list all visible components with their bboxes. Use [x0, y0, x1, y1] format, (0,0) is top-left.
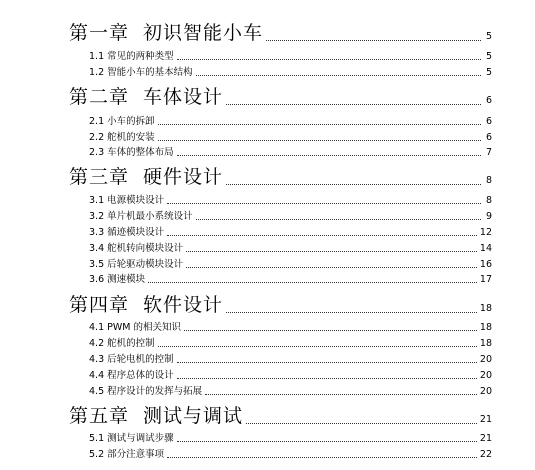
section-heading [89, 227, 164, 239]
page-number: 22 [479, 449, 492, 460]
page-number: 17 [479, 274, 492, 285]
page-number: 9 [485, 211, 492, 222]
page-number: 18 [479, 322, 492, 333]
dot-leader [196, 218, 481, 220]
page-number: 8 [485, 195, 492, 206]
dot-leader [177, 154, 481, 156]
section-heading [89, 274, 145, 286]
page-number: 8 [485, 175, 492, 186]
section-number: 4.1 [89, 322, 105, 333]
section-number: 2.1 [89, 116, 105, 127]
dot-leader [226, 103, 481, 105]
toc-section-3-4[interactable] [89, 241, 492, 255]
dot-leader [177, 440, 477, 442]
dot-leader [167, 456, 477, 458]
section-title: 单片机最小系统设计 [107, 211, 193, 222]
page-number: 20 [479, 354, 492, 365]
section-number: 5.2 [89, 449, 105, 460]
dot-leader [177, 377, 477, 379]
chapter-heading [69, 294, 223, 316]
page-number: 5 [485, 67, 492, 78]
chapter-heading [69, 22, 263, 44]
toc-section-3-3[interactable] [89, 225, 492, 239]
chapter-title: 车体设计 [143, 86, 224, 108]
section-title: 程序总体的设计 [107, 370, 174, 381]
section-heading [89, 116, 155, 128]
section-number: 2.2 [89, 132, 105, 143]
toc-section-4-5[interactable] [89, 384, 492, 398]
section-number: 5.1 [89, 433, 105, 444]
dot-leader [226, 311, 477, 313]
section-title: 舵机的控制 [107, 338, 155, 349]
toc-chapter-3[interactable] [69, 162, 492, 188]
section-title: 舵机的安装 [107, 132, 155, 143]
section-title: 测速模块 [107, 274, 146, 285]
page-number: 6 [485, 132, 492, 143]
dot-leader [148, 281, 477, 283]
section-heading [89, 449, 164, 461]
section-title: 舵机转向模块设计 [107, 243, 184, 254]
page-number: 18 [479, 303, 492, 314]
section-number: 3.6 [89, 274, 105, 285]
section-title: 智能小车的基本结构 [107, 67, 193, 78]
page-number: 21 [479, 433, 492, 444]
chapter-heading [69, 405, 243, 427]
toc-section-4-4[interactable] [89, 368, 492, 382]
chapter-label: 第一章 [69, 22, 130, 44]
section-number: 3.2 [89, 211, 105, 222]
toc-chapter-5[interactable] [69, 401, 492, 427]
section-heading [89, 132, 155, 144]
dot-leader [196, 74, 481, 76]
dot-leader [158, 139, 481, 141]
chapter-heading [69, 86, 223, 108]
page-number: 18 [479, 338, 492, 349]
chapter-label: 第五章 [69, 405, 130, 427]
toc-section-3-6[interactable] [89, 272, 492, 286]
dot-leader [246, 422, 477, 424]
section-heading [89, 322, 181, 334]
toc-section-4-1[interactable] [89, 320, 492, 334]
chapter-heading [69, 166, 223, 188]
page-number: 14 [479, 243, 492, 254]
section-title: 车体的整体布局 [107, 147, 174, 158]
section-heading [89, 354, 174, 366]
toc-section-3-5[interactable] [89, 257, 492, 271]
toc-section-4-3[interactable] [89, 352, 492, 366]
page-number: 5 [485, 31, 492, 42]
toc-section-5-2[interactable] [89, 447, 492, 461]
page-number: 12 [479, 227, 492, 238]
section-number: 3.1 [89, 195, 105, 206]
section-title: 程序设计的发挥与拓展 [107, 386, 203, 397]
dot-leader [167, 202, 481, 204]
chapter-title: 硬件设计 [143, 166, 224, 188]
toc-chapter-2[interactable] [69, 82, 492, 108]
page-number: 6 [485, 116, 492, 127]
page-number: 20 [479, 386, 492, 397]
dot-leader [167, 234, 477, 236]
toc-chapter-1[interactable] [69, 18, 492, 44]
dot-leader [184, 329, 477, 331]
dot-leader [158, 123, 481, 125]
section-heading [89, 370, 174, 382]
section-number: 4.4 [89, 370, 105, 381]
dot-leader [158, 345, 477, 347]
dot-leader [177, 361, 477, 363]
toc-section-1-2[interactable] [89, 65, 492, 79]
section-heading [89, 211, 193, 223]
toc-section-2-2[interactable] [89, 130, 492, 144]
chapter-title: 初识智能小车 [143, 22, 264, 44]
toc-section-4-2[interactable] [89, 336, 492, 350]
section-title: 循迹模块设计 [107, 227, 165, 238]
section-heading [89, 259, 183, 271]
section-heading [89, 147, 174, 159]
dot-leader [186, 266, 477, 268]
section-heading [89, 338, 155, 350]
toc-section-3-1[interactable] [89, 193, 492, 207]
section-heading [89, 195, 164, 207]
chapter-label: 第二章 [69, 86, 130, 108]
section-title: 常见的两种类型 [107, 51, 174, 62]
toc-section-5-1[interactable] [89, 431, 492, 445]
section-title: 电源模块设计 [107, 195, 165, 206]
section-title: 后轮驱动模块设计 [107, 259, 184, 270]
chapter-label: 第四章 [69, 294, 130, 316]
toc-section-2-3[interactable] [89, 145, 492, 159]
page-number: 6 [485, 95, 492, 106]
toc-section-3-2[interactable] [89, 209, 492, 223]
chapter-title: 测试与调试 [143, 405, 244, 427]
page-number: 21 [479, 414, 492, 425]
page-number: 7 [485, 147, 492, 158]
dot-leader [266, 39, 481, 41]
section-number: 3.3 [89, 227, 105, 238]
page-number: 5 [485, 51, 492, 62]
dot-leader [205, 393, 477, 395]
section-number: 4.5 [89, 386, 105, 397]
section-heading [89, 67, 193, 79]
section-title: 后轮电机的控制 [107, 354, 174, 365]
toc-chapter-4[interactable] [69, 290, 492, 316]
page-number: 16 [479, 259, 492, 270]
dot-leader [226, 183, 481, 185]
section-title: 部分注意事项 [107, 449, 165, 460]
section-heading [89, 51, 174, 63]
toc-section-2-1[interactable] [89, 114, 492, 128]
section-number: 1.2 [89, 67, 105, 78]
chapter-title: 软件设计 [143, 294, 224, 316]
section-number: 2.3 [89, 147, 105, 158]
section-heading [89, 433, 174, 445]
section-title: 小车的拆卸 [107, 116, 155, 127]
section-title: 测试与调试步骤 [107, 433, 174, 444]
chapter-label: 第三章 [69, 166, 130, 188]
toc-section-1-1[interactable] [89, 49, 492, 63]
page-number: 20 [479, 370, 492, 381]
section-number: 4.2 [89, 338, 105, 349]
section-heading [89, 386, 202, 398]
dot-leader [186, 250, 477, 252]
section-number: 3.5 [89, 259, 105, 270]
section-number: 1.1 [89, 51, 105, 62]
section-title: PWM 的相关知识 [107, 322, 181, 333]
section-heading [89, 243, 183, 255]
dot-leader [177, 58, 481, 60]
section-number: 3.4 [89, 243, 105, 254]
section-number: 4.3 [89, 354, 105, 365]
